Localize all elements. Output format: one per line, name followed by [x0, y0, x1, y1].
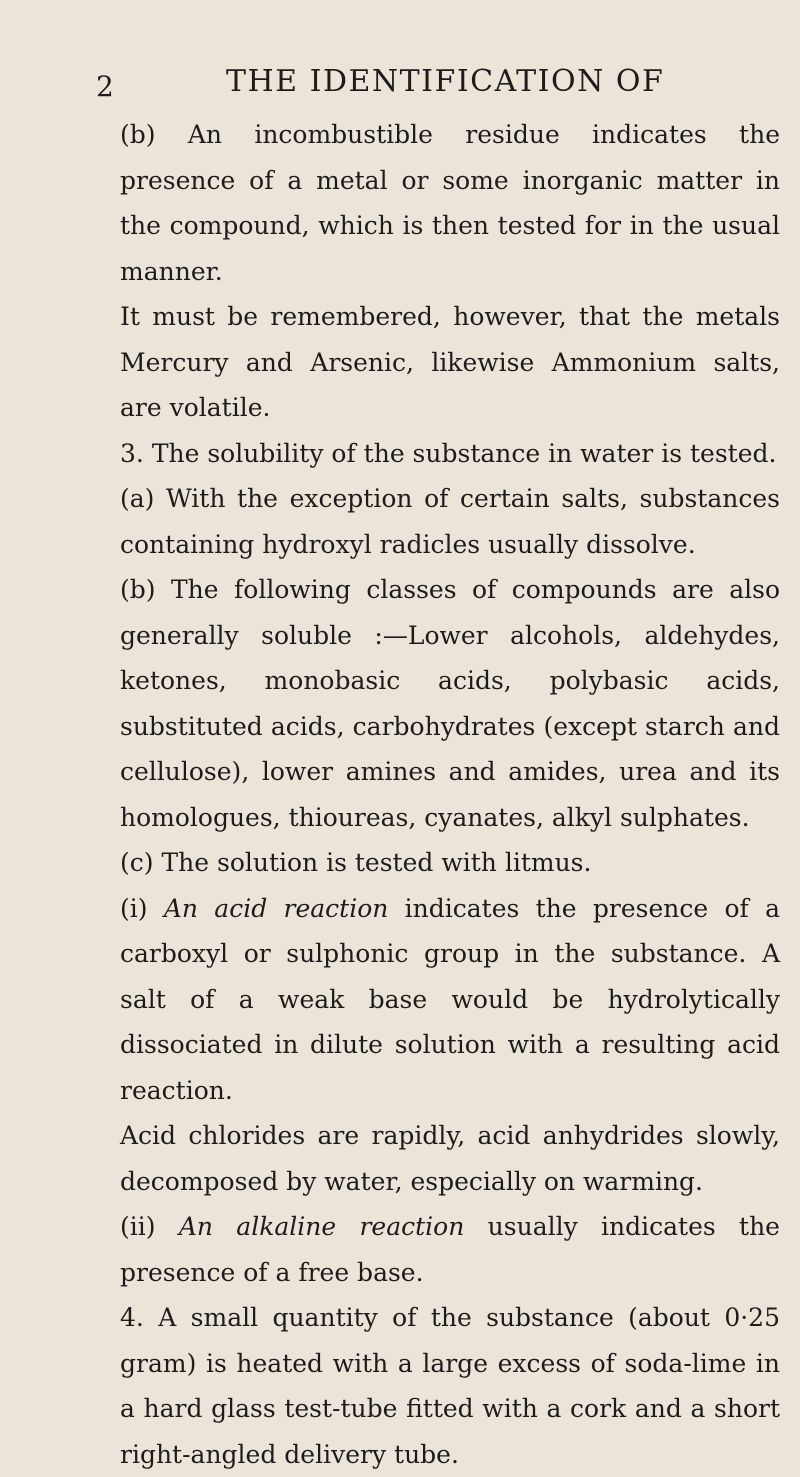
paragraph-text: It must be remembered, however, that the metals Mercury and Arsenic, likewise Ammonium salts, are volatile.	[120, 302, 780, 422]
paragraph-a-hydroxyl	[120, 476, 780, 567]
paragraph-marker: (b)	[120, 120, 156, 149]
paragraph-marker: 4.	[120, 1303, 144, 1332]
paragraph-marker: (ii)	[120, 1212, 156, 1241]
paragraph-ii-alkaline-reaction	[120, 1204, 780, 1295]
paragraph-i-acid-reaction	[120, 886, 780, 1114]
paragraph-marker: (i)	[120, 893, 148, 923]
running-head: THE IDENTIFICATION OF	[226, 64, 665, 99]
body-text	[120, 112, 780, 1477]
paragraph-text: With the exception of certain salts, substances containing hydroxyl radicles usually dissolve.	[120, 484, 780, 559]
paragraph-acid-chlorides	[120, 1113, 780, 1204]
paragraph-b-soluble-classes	[120, 567, 780, 840]
paragraph-volatile-note	[120, 294, 780, 431]
paragraph-4-soda-lime	[120, 1295, 780, 1477]
paragraph-text: usually indicates the presence of a free base.	[120, 1212, 780, 1287]
page-number: 2	[96, 70, 115, 103]
paragraph-text: Acid chlorides are rapidly, acid anhydrides slowly, decomposed by water, especially on warming.	[120, 1121, 780, 1196]
paragraph-marker: (b)	[120, 575, 156, 604]
paragraph-marker: (a)	[120, 484, 155, 513]
paragraph-italic-term: An acid reaction	[163, 893, 389, 923]
paragraph-text: indicates the presence of a carboxyl or sulphonic group in the substance. A salt of a weak base would be hydrolytically dissociated in dilute solution with a resulting acid reaction.	[120, 893, 780, 1105]
paragraph-c-litmus	[120, 840, 780, 886]
paragraph-text: An incombustible residue indicates the presence of a metal or some inorganic matter in the compound, which is then tested for in the usual manner.	[120, 120, 780, 286]
paragraph-marker: (c)	[120, 848, 154, 877]
paragraph-italic-term: An alkaline reaction	[178, 1212, 465, 1241]
paragraph-text: The solubility of the substance in water is tested.	[151, 438, 777, 468]
paragraph-text: The following classes of compounds are also generally soluble :—Lower alcohols, aldehydes, ketones, monobasic acids, polybasic acids, substituted acids, carbohydrates (except starch and cellulose), lower amines and amides, urea and its homologues, thioureas, cyanates, alkyl sulphates.	[120, 575, 781, 832]
page-header	[0, 58, 800, 108]
paragraph-3-solubility	[120, 431, 780, 477]
paragraph-text: A small quantity of the substance (about 0·25 gram) is heated with a large excess of soda-lime in a hard glass test-tube fitted with a cork and a short right-angled delivery tube.	[120, 1303, 780, 1469]
paragraph-marker: 3.	[120, 438, 144, 468]
paragraph-text: The solution is tested with litmus.	[161, 848, 592, 877]
paragraph-b-incombustible	[120, 112, 780, 294]
